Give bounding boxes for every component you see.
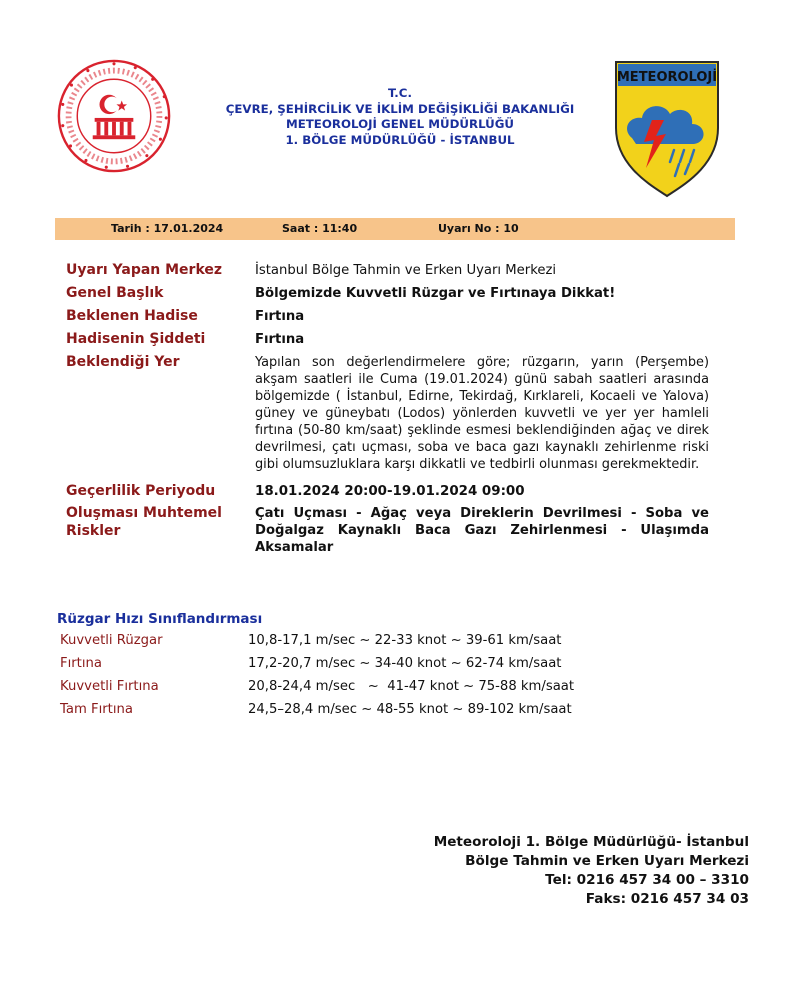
place-value: Yapılan son değerlendirmelere göre; rüzgarın, yarın (Perşembe) akşam saatleri ile Cuma (19.01.2024) günü sabah saatleri arasında bölgemizde ( İstanbul, Edirne, Tekirdağ, Kırklareli, Kocaeli ve Yalova) güney ve güneybatı (Lodos) yönlerden kuvvetli ve yer yer hamleli fırtına (50-80 km/saat) şeklinde esmesi beklendiğinden ağaç ve direk devrilmesi, çatı uçması, soba ve baca gazı kaynaklı zehirlenme riski gibi olumsuzluklara karşı dikkatli ve tedbirli olunması gerekmektedir.: [255, 355, 709, 472]
meteoroloji-shield-icon: [612, 58, 722, 198]
header-line-region: 1. BÖLGE MÜDÜRLÜĞÜ - İSTANBUL: [285, 132, 515, 147]
risks-label-line1: Oluşması Muhtemel: [66, 505, 222, 521]
wind-row-label: Fırtına: [60, 656, 102, 671]
validity-value: 18.01.2024 20:00-19.01.2024 09:00: [255, 484, 525, 499]
wind-row-value: 10,8-17,1 m/sec ~ 22-33 knot ~ 39-61 km/saat: [248, 633, 562, 648]
warning-date: Tarih : 17.01.2024: [111, 222, 224, 235]
warning-info-bar: [55, 218, 735, 240]
validity-label: Geçerlilik Periyodu: [66, 483, 216, 499]
svg-text:METEOROLOJİ: METEOROLOJİ: [616, 70, 718, 85]
warning-time: Saat : 11:40: [282, 222, 358, 235]
severity-label: Hadisenin Şiddeti: [66, 331, 206, 347]
contact-footer: [434, 833, 749, 909]
place-label: Beklendiği Yer: [66, 354, 180, 370]
wind-row-label: Kuvvetli Fırtına: [60, 679, 159, 694]
header-line-ministry: ÇEVRE, ŞEHİRCİLİK VE İKLİM DEĞİŞİKLİĞİ BAKANLIĞI: [225, 101, 575, 116]
footer-phone: Tel: 0216 457 34 00 – 3310: [545, 872, 749, 888]
risks-label: [66, 504, 222, 540]
risks-value: Çatı Uçması - Ağaç veya Direklerin Devrilmesi - Soba ve Doğalgaz Kaynaklı Baca Gazı Zehirlenmesi - Ulaşımda Aksamalar: [255, 506, 709, 555]
turkish-ministry-seal-icon: [56, 58, 172, 174]
title-label: Genel Başlık: [66, 285, 164, 301]
wind-classification-title: Rüzgar Hızı Sınıflandırması: [57, 611, 263, 627]
warning-number: Uyarı No : 10: [438, 222, 519, 235]
header-line-directorate: METEOROLOJİ GENEL MÜDÜRLÜĞÜ: [285, 117, 515, 131]
center-value: İstanbul Bölge Tahmin ve Erken Uyarı Merkezi: [255, 263, 557, 278]
header-line-tc: T.C.: [388, 86, 412, 100]
risks-label-line2: Riskler: [66, 523, 121, 539]
footer-office: Meteoroloji 1. Bölge Müdürlüğü- İstanbul: [433, 834, 749, 850]
wind-row-value: 24,5–28,4 m/sec ~ 48-55 knot ~ 89-102 km/saat: [248, 702, 572, 717]
severity-value: Fırtına: [255, 332, 305, 347]
event-label: Beklenen Hadise: [66, 308, 198, 324]
footer-fax: Faks: 0216 457 34 03: [585, 891, 749, 907]
wind-row-value: 20,8-24,4 m/sec ~ 41-47 knot ~ 75-88 km/saat: [248, 679, 575, 694]
institution-header: [200, 86, 600, 148]
event-value: Fırtına: [255, 309, 305, 324]
title-value: Bölgemizde Kuvvetli Rüzgar ve Fırtınaya Dikkat!: [255, 286, 616, 301]
wind-row-label: Kuvvetli Rüzgar: [60, 633, 163, 648]
wind-row-value: 17,2-20,7 m/sec ~ 34-40 knot ~ 62-74 km/saat: [248, 656, 562, 671]
wind-row-label: Tam Fırtına: [60, 702, 133, 717]
footer-center: Bölge Tahmin ve Erken Uyarı Merkezi: [465, 853, 749, 869]
center-label: Uyarı Yapan Merkez: [66, 262, 223, 278]
